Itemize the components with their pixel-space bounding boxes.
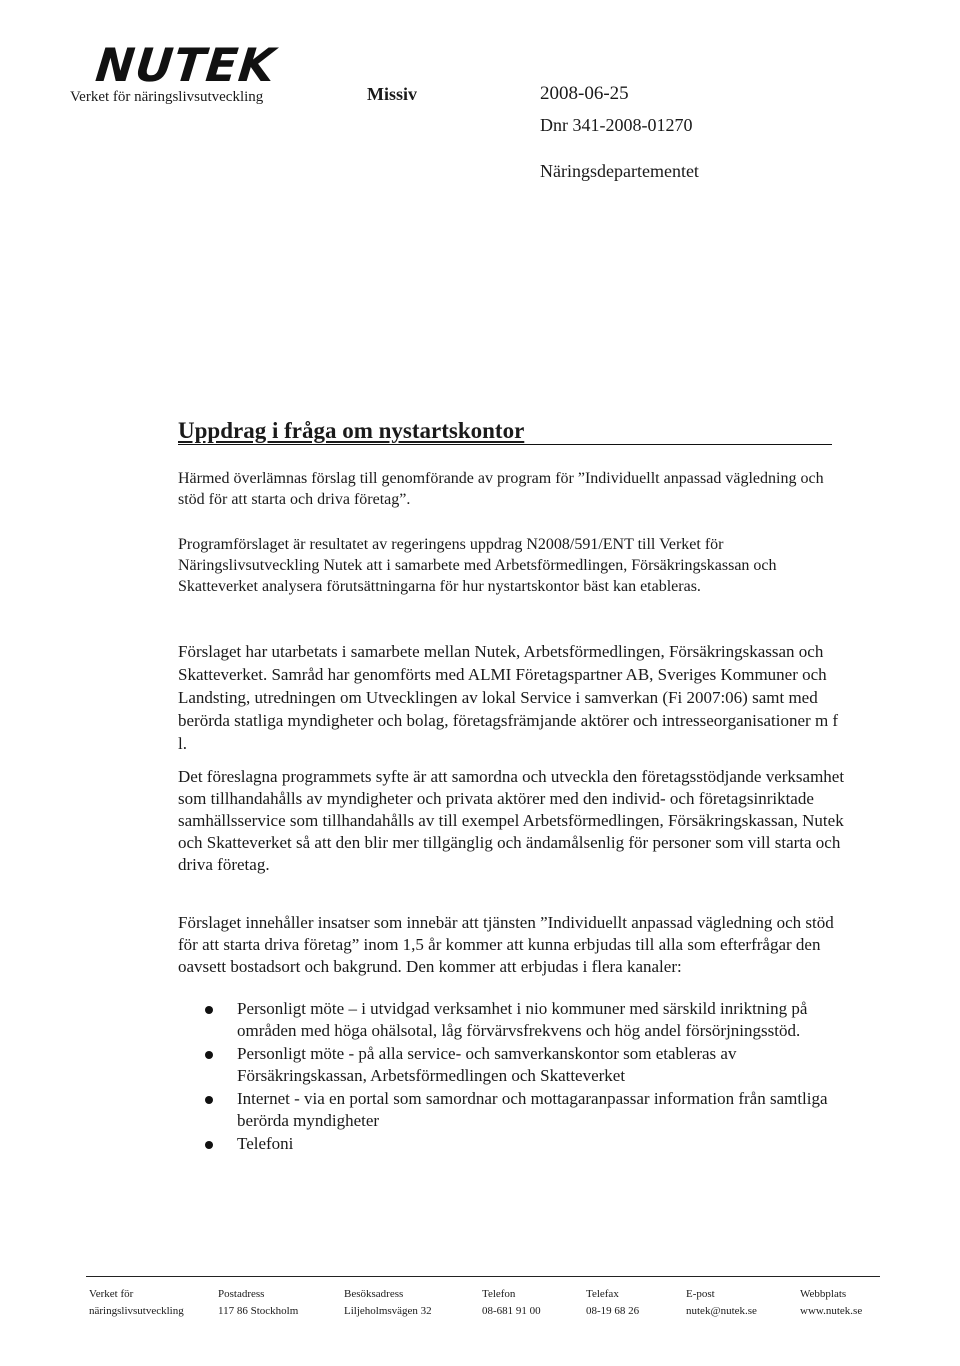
footer-value: 08-681 91 00 [482,1305,541,1317]
footer-fax [586,1286,639,1320]
channel-list [205,998,845,1156]
list-item [205,1043,845,1087]
recipient: Näringsdepartementet [540,161,699,181]
agency-name: Verket för näringslivsutveckling [70,89,264,105]
page-title: Uppdrag i fråga om nystartskontor [178,418,525,443]
list-item-text: Personligt möte - på alla service- och samverkanskontor som etableras av Försäkringskassan, Arbetsförmedlingen och Skatteverket [237,1044,737,1085]
footer-value: www.nutek.se [800,1305,863,1317]
footer-email [686,1286,757,1320]
diary-number: Dnr 341-2008-01270 [540,115,693,135]
footer-label: Webbplats [800,1288,847,1300]
footer-divider [86,1276,880,1277]
footer-value: Liljeholmsvägen 32 [344,1305,432,1317]
footer-label: Telefax [586,1288,619,1300]
document-type: Missiv [367,84,418,104]
footer-label: Telefon [482,1288,516,1300]
title-rule [178,418,832,445]
bullet-icon [205,1006,213,1014]
list-item-text: Internet - via en portal som samordnar och mottagaranpassar information från samtliga berörda myndigheter [237,1089,828,1130]
list-item [205,998,845,1042]
footer-website [800,1286,862,1320]
paragraph-intro: Härmed överlämnas förslag till genomförande av program för ”Individuellt anpassad vägledning och stöd för att starta och driva företag”. [178,470,824,508]
paragraph-collaboration: Förslaget har utarbetats i samarbete mellan Nutek, Arbetsförmedlingen, Försäkringskassan och Skatteverket. Samråd har genomförts med ALMI Företagspartner AB, Sveriges Kommuner och Landsting, utredningen om Utvecklingen av lokal Service i samverkan (Fi 2007:06) samt med berörda statliga myndigheter och bolag, företagsfrämjande aktörer och intresseorganisationer m f l. [178,642,839,753]
footer-label: Besöksadress [344,1288,404,1300]
list-item-text: Personligt möte – i utvidgad verksamhet i nio kommuner med särskild inriktning på områden med höga ohälsotal, låg förvärvsfrekvens och hög andel försörjningsstöd. [237,999,808,1040]
footer-postal-address [218,1286,298,1320]
bullet-icon [205,1096,213,1104]
footer-value: 117 86 Stockholm [218,1305,299,1317]
nutek-logo: NUTEK [93,38,279,92]
footer-phone [482,1286,541,1320]
document-date: 2008-06-25 [540,83,629,104]
footer-value: 08-19 68 26 [586,1305,640,1317]
paragraph-purpose: Det föreslagna programmets syfte är att samordna och utveckla den företagsstödjande verksamhet som tillhandahålls av myndigheter och privata aktörer med den individ- och företagsinriktade samhällsservice som tillhandahålls av till exempel Arbetsförmedlingen, Försäkringskassan, Nutek och Skatteverket så att den blir mer tillgänglig och ändamålsenlig för personer som vill starta och driva företag. [178,767,845,874]
footer-visiting-address [344,1286,432,1320]
paragraph-proposal: Förslaget innehåller insatser som innebär att tjänsten ”Individuellt anpassad vägledning och stöd för att starta driva företag” inom 1,5 år kommer att kunna erbjudas till alla som efterfrågar den oavsett bostadsort och bakgrund. Den kommer att erbjudas i flera kanaler: [178,913,834,976]
paragraph-assignment: Programförslaget är resultatet av regeringens uppdrag N2008/591/ENT till Verket för Näringslivsutveckling Nutek att i samarbete med Arbetsförmedlingen, Försäkringskassan och Skatteverket analysera förutsättningarna för hur nystartskontor bäst kan etableras. [178,536,777,595]
footer-organization [89,1286,184,1320]
bullet-icon [205,1141,213,1149]
footer-label: Postadress [218,1288,265,1300]
list-item [205,1088,845,1132]
bullet-icon [205,1051,213,1059]
list-item-text: Telefoni [237,1134,294,1153]
footer-value: nutek@nutek.se [686,1305,757,1317]
footer-label: E-post [686,1288,715,1300]
footer-value: näringslivsutveckling [89,1305,184,1317]
footer-label: Verket för [89,1288,134,1300]
list-item [205,1133,845,1155]
